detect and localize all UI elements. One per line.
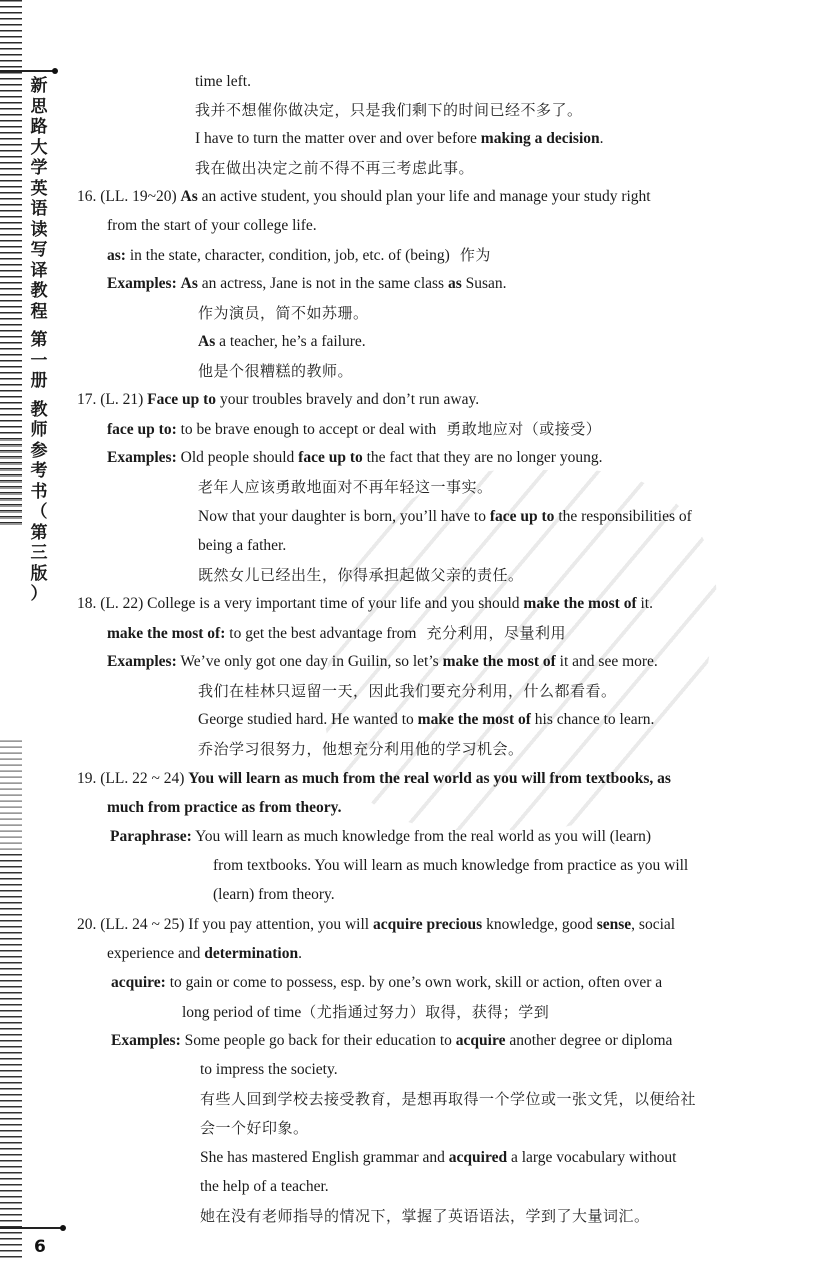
item-16-sentence-cont: from the start of your college life. [107, 217, 317, 234]
item-20-example-1 [111, 1031, 672, 1051]
item-17-example-2-zh: 既然女儿已经出生，你得承担起做父亲的责任。 [198, 566, 524, 584]
key-phrase: as [447, 275, 462, 292]
key-phrase: determination [204, 945, 299, 962]
key-sentence: much from practice as from theory. [107, 799, 342, 816]
spine-char: 读 [30, 219, 48, 240]
item-16-definition [107, 245, 491, 266]
item-20-definition [111, 973, 662, 993]
examples-label: Examples: [107, 275, 177, 292]
item-16-sentence [77, 187, 651, 207]
term: acquire: [111, 974, 166, 991]
definition-zh: （尤指通过努力）取得，获得；学到 [301, 1003, 550, 1021]
item-20-example-1-cont: to impress the society. [200, 1061, 338, 1078]
text: If you pay attention, you will [188, 916, 373, 933]
item-16-example-1-zh: 作为演员，简不如苏珊。 [198, 304, 369, 322]
intro-line-4: 我在做出决定之前不得不再三考虑此事。 [195, 159, 475, 177]
text: the fact that they are no longer young. [362, 449, 603, 466]
spine-char: 程 [30, 301, 48, 322]
item-18-definition [107, 623, 566, 644]
key-phrase: As [180, 188, 198, 205]
intro-line-2: 我并不想催你做决定，只是我们剩下的时间已经不多了。 [195, 101, 583, 119]
key-phrase: sense [596, 916, 632, 933]
text: Some people go back for their education to [184, 1032, 456, 1049]
key-phrase: make the most of [442, 653, 556, 670]
definition: in the state, character, condition, job, etc. of (being) [125, 247, 450, 264]
spine-char: 三 [30, 543, 48, 563]
text: Now that your daughter is born, you’ll have to [198, 508, 490, 525]
term: make the most of: [107, 625, 226, 642]
spine-char: 书 [30, 481, 48, 502]
item-18-sentence [77, 594, 653, 614]
spine-char: 参 [30, 440, 48, 461]
key-phrase: face up to [489, 508, 555, 525]
item-number: 17. (L. 21) [77, 391, 148, 408]
key-phrase: face up to [298, 449, 363, 466]
intro-line-1: time left. [195, 73, 251, 90]
spine-char: ） [30, 584, 48, 604]
item-20-example-2 [200, 1148, 676, 1168]
definition-zh: 充分利用，尽量利用 [426, 624, 567, 642]
text: College is a very important time of your life and you should [147, 595, 524, 612]
margin-stripes-bottom-fade [0, 740, 22, 850]
text: knowledge, good [482, 916, 597, 933]
item-17-example-2-cont: being a father. [198, 537, 287, 554]
key-phrase: make the most of [523, 595, 637, 612]
definition: to be brave enough to accept or deal with [176, 421, 437, 438]
text: an actress, Jane is not in the same class [197, 275, 448, 292]
text: . [298, 945, 302, 962]
spine-char: 路 [30, 117, 48, 137]
item-19-sentence-cont [107, 798, 341, 818]
text: George studied hard. He wanted to [198, 711, 418, 728]
item-17-example-2 [198, 507, 692, 527]
text: Old people should [180, 449, 299, 466]
item-19-paraphrase-cont: from textbooks. You will learn as much knowledge from practice as you will [213, 857, 689, 874]
margin-stripes-top-fade [0, 440, 22, 530]
text: I have to turn the matter over and over before [195, 130, 481, 147]
term: as: [107, 247, 126, 264]
item-20-sentence-cont [107, 944, 302, 964]
spine-char: 新 [30, 76, 48, 96]
key-phrase: As [180, 275, 198, 292]
spine-gap [28, 322, 50, 330]
text: the responsibilities of [554, 508, 692, 525]
examples-label: Examples: [111, 1032, 181, 1049]
spine-char: 学 [30, 158, 48, 178]
spine-char: 写 [30, 240, 48, 260]
definition-zh: 勇敢地应对（或接受） [446, 420, 602, 438]
spine-char: 大 [30, 137, 48, 158]
key-phrase: As [198, 333, 216, 350]
key-phrase: acquire precious [372, 916, 483, 933]
item-number: 18. (L. 22) [77, 595, 148, 612]
paraphrase-label: Paraphrase: [110, 828, 192, 845]
spine-char: 第 [30, 330, 48, 350]
page-number: 6 [34, 1237, 46, 1257]
key-phrase: make the most of [417, 711, 531, 728]
spine-char: 册 [30, 371, 48, 391]
spine-char: 版 [30, 563, 48, 584]
item-16-example-2 [198, 332, 366, 352]
definition: long period of time [182, 1004, 302, 1021]
definition-zh: 作为 [459, 246, 491, 264]
top-marker-dot [52, 68, 58, 74]
text: your troubles bravely and don’t run away. [216, 391, 480, 408]
item-18-example-1-zh: 我们在桂林只逗留一天，因此我们要充分利用，什么都看看。 [198, 682, 617, 700]
text: We’ve only got one day in Guilin, so let’s [180, 653, 443, 670]
item-16-example-2-zh: 他是个很糟糕的教师。 [198, 362, 354, 380]
text: a large vocabulary without [507, 1149, 677, 1166]
text: . [599, 130, 604, 147]
key-phrase: acquire [455, 1032, 506, 1049]
text: She has mastered English grammar and [200, 1149, 449, 1166]
intro-line-3 [195, 129, 604, 149]
text: , social [631, 916, 676, 933]
spine-char: 思 [30, 96, 48, 117]
examples-label: Examples: [107, 653, 177, 670]
item-number: 16. (LL. 19~20) [77, 188, 181, 205]
item-20-definition-cont [182, 1002, 549, 1023]
spine-char: 教 [30, 399, 48, 420]
spine-gap [28, 392, 50, 400]
bottom-marker-line [0, 1227, 62, 1229]
spine-char: 考 [30, 461, 48, 481]
text: You will learn as much knowledge from the real world as you will (learn) [191, 828, 652, 845]
item-20-example-2-cont: the help of a teacher. [200, 1178, 329, 1195]
text: it. [636, 595, 653, 612]
text: Susan. [461, 275, 507, 292]
spine-char: 译 [30, 260, 48, 281]
text: another degree or diploma [505, 1032, 673, 1049]
book-spine-title [28, 76, 50, 605]
item-19-paraphrase-cont-2: (learn) from theory. [213, 886, 335, 903]
text: his chance to learn. [530, 711, 655, 728]
item-17-example-1 [107, 448, 602, 468]
text: experience and [107, 945, 205, 962]
definition: to get the best advantage from [225, 625, 417, 642]
key-phrase: Face up to [147, 391, 217, 408]
item-number: 20. (LL. 24 ~ 25) [77, 916, 189, 933]
item-17-example-1-zh: 老年人应该勇敢地面对不再年轻这一事实。 [198, 478, 493, 496]
spine-char: 教 [30, 281, 48, 301]
bottom-marker-dot [60, 1225, 66, 1231]
text: a teacher, he’s a failure. [215, 333, 366, 350]
key-phrase: making a decision [480, 130, 600, 147]
item-18-example-1 [107, 652, 658, 672]
key-sentence: You will learn as much from the real world as you will from textbooks, as [188, 770, 671, 787]
spine-char: 第 [30, 522, 48, 543]
item-20-example-2-zh: 她在没有老师指导的情况下，掌握了英语语法，学到了大量词汇。 [200, 1207, 650, 1225]
item-16-example-1 [107, 274, 507, 294]
item-20-example-1-zh-cont: 会一个好印象。 [200, 1119, 309, 1137]
spine-char: 师 [30, 420, 48, 440]
item-20-sentence [77, 915, 675, 935]
spine-char: 英 [30, 178, 48, 199]
examples-label: Examples: [107, 449, 177, 466]
spine-char: 一 [30, 350, 48, 371]
item-19-paraphrase [110, 827, 651, 847]
item-17-sentence [77, 390, 479, 410]
top-marker-line [0, 70, 54, 72]
item-17-definition [107, 419, 601, 440]
spine-char: （ [30, 502, 48, 522]
item-18-example-2 [198, 710, 654, 730]
text: it and see more. [555, 653, 658, 670]
spine-char: 语 [30, 199, 48, 219]
item-number: 19. (LL. 22 ~ 24) [77, 770, 189, 787]
text: an active student, you should plan your life and manage your study right [197, 188, 651, 205]
item-18-example-2-zh: 乔治学习很努力，他想充分利用他的学习机会。 [198, 740, 524, 758]
term: face up to: [107, 421, 177, 438]
item-19-sentence [77, 769, 671, 789]
item-20-example-1-zh: 有些人回到学校去接受教育，是想再取得一个学位或一张文凭，以便给社 [200, 1090, 697, 1108]
key-phrase: acquired [448, 1149, 508, 1166]
definition: to gain or come to possess, esp. by one’s own work, skill or action, often over a [165, 974, 663, 991]
